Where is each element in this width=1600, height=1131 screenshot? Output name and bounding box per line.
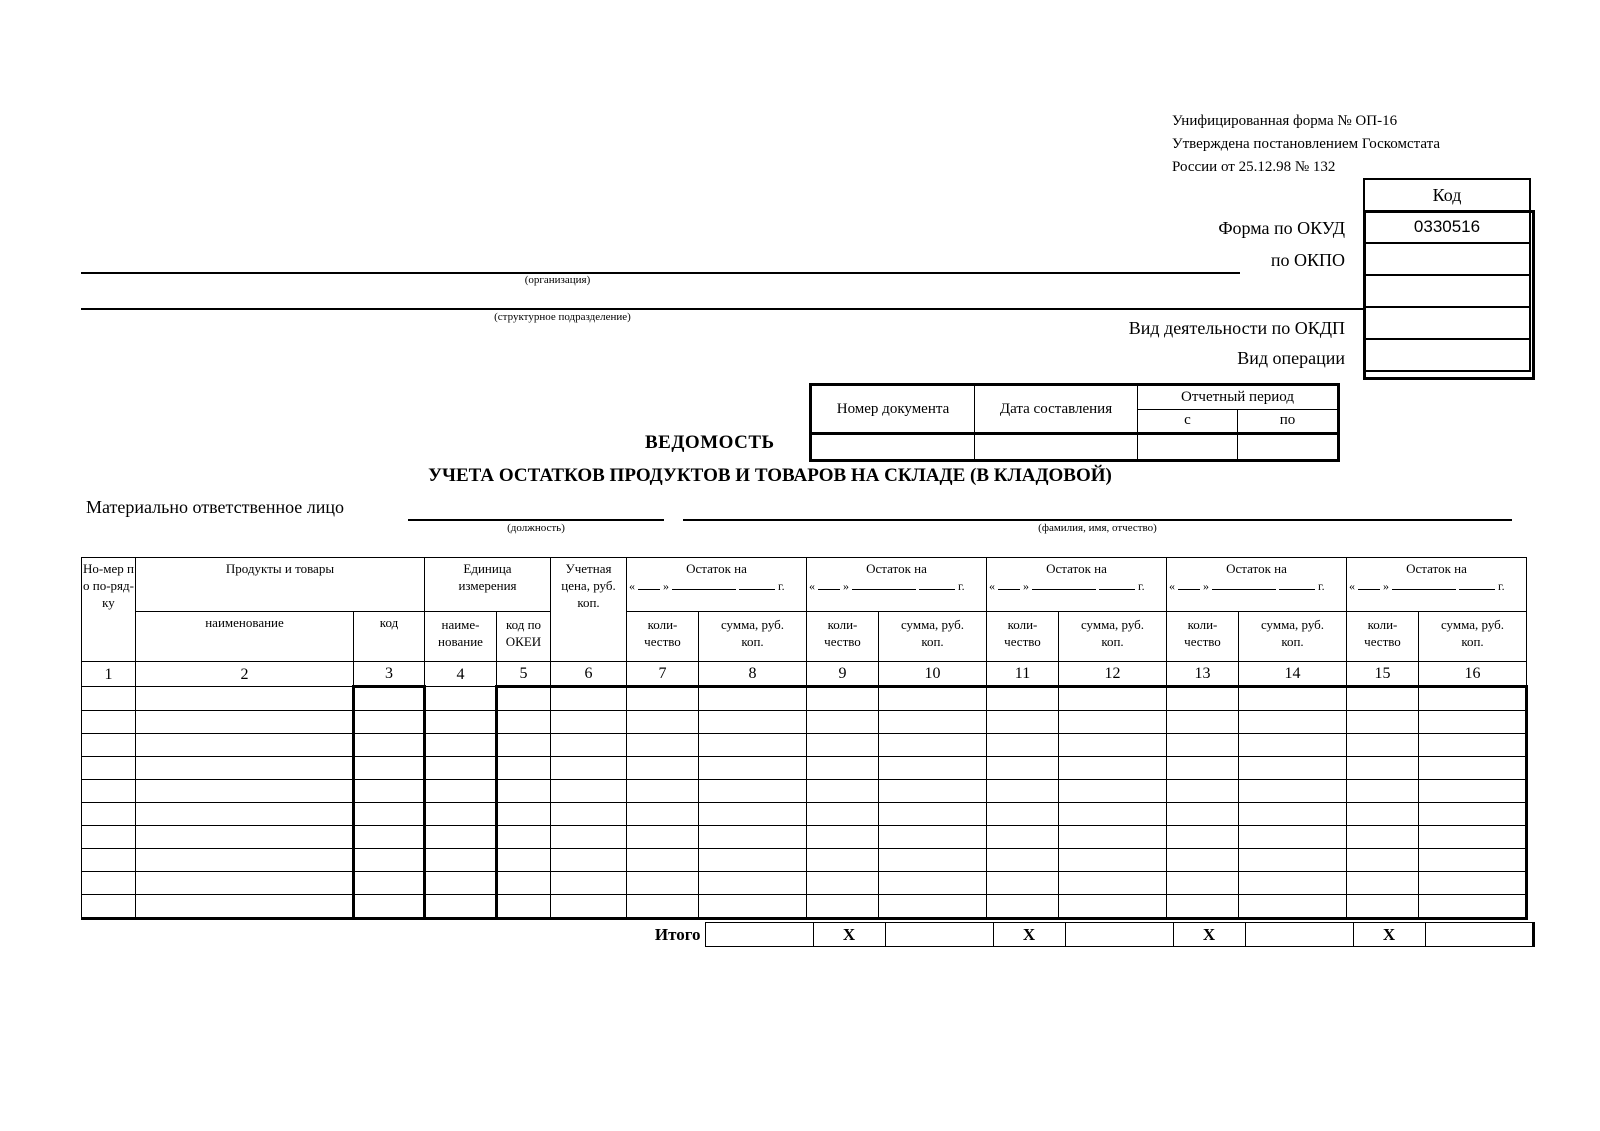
table-cell[interactable] [1059, 895, 1167, 919]
table-cell[interactable] [425, 711, 497, 734]
table-cell[interactable] [1167, 803, 1239, 826]
table-cell[interactable] [699, 849, 807, 872]
table-cell[interactable] [354, 780, 425, 803]
balance-header [1167, 558, 1347, 612]
sum-label: сумма, руб. коп. [1440, 617, 1505, 649]
table-cell[interactable] [354, 849, 425, 872]
year-label: г. [958, 579, 965, 593]
sum-label: сумма, руб. коп. [720, 617, 785, 649]
table-cell[interactable] [354, 803, 425, 826]
table-cell[interactable] [354, 711, 425, 734]
qty-header [1167, 612, 1239, 662]
table-row [82, 711, 1527, 734]
table-cell[interactable] [627, 895, 699, 919]
okpo-code-field[interactable] [1364, 243, 1530, 275]
quote-close: » [1383, 579, 1389, 593]
table-cell[interactable] [1419, 826, 1527, 849]
table-cell[interactable] [987, 826, 1059, 849]
table-cell[interactable] [1419, 872, 1527, 895]
qty-label: коли-чество [644, 617, 681, 649]
table-cell[interactable] [807, 757, 879, 780]
table-cell[interactable] [1419, 849, 1527, 872]
form-header-line: Унифицированная форма № ОП-16 [1172, 113, 1398, 129]
period-from-field[interactable] [1138, 434, 1238, 461]
balance-date[interactable] [987, 577, 1166, 595]
qty-label: коли-чество [1364, 617, 1401, 649]
table-cell[interactable] [987, 849, 1059, 872]
codes-table [1363, 178, 1531, 372]
table-cell[interactable] [699, 872, 807, 895]
qty-label: коли-чество [1004, 617, 1041, 649]
table-cell[interactable] [987, 757, 1059, 780]
balance-label: Остаток на [1226, 561, 1287, 576]
table-cell[interactable] [425, 826, 497, 849]
table-cell[interactable] [1167, 757, 1239, 780]
table-cell[interactable] [987, 687, 1059, 711]
table-cell[interactable] [425, 849, 497, 872]
table-cell[interactable] [699, 687, 807, 711]
table-cell[interactable] [807, 687, 879, 711]
unit-name-header: наиме-нование [425, 612, 497, 662]
period-from-header: с [1138, 409, 1238, 434]
table-cell[interactable] [807, 895, 879, 919]
table-row [82, 687, 1527, 711]
table-cell[interactable] [497, 780, 551, 803]
table-cell[interactable] [1059, 780, 1167, 803]
quote-open: « [1349, 579, 1355, 593]
table-cell[interactable] [1167, 734, 1239, 757]
table-cell[interactable] [1419, 734, 1527, 757]
table-cell[interactable] [1347, 711, 1419, 734]
table-cell[interactable] [627, 803, 699, 826]
table-cell[interactable] [497, 803, 551, 826]
operation-code-field[interactable] [1364, 339, 1530, 371]
table-cell[interactable] [551, 687, 627, 711]
total-x-cell: X [1173, 923, 1245, 947]
table-cell[interactable] [1347, 872, 1419, 895]
table-cell[interactable] [699, 780, 807, 803]
table-cell[interactable] [879, 734, 987, 757]
responsible-label: Материально ответственное лицо [86, 497, 345, 517]
table-row [82, 734, 1527, 757]
column-number: 12 [1059, 662, 1167, 687]
quote-close: » [1203, 579, 1209, 593]
table-cell[interactable] [699, 895, 807, 919]
table-cell[interactable] [879, 803, 987, 826]
form-header [1172, 110, 1440, 179]
code-header: код [354, 612, 425, 662]
table-cell[interactable] [627, 849, 699, 872]
year-label: г. [1318, 579, 1325, 593]
table-row [82, 757, 1527, 780]
table-cell[interactable] [987, 734, 1059, 757]
quote-close: » [663, 579, 669, 593]
okpo-label: по ОКПО [1270, 250, 1345, 270]
table-cell[interactable] [551, 826, 627, 849]
total-sum-cell[interactable] [1065, 923, 1173, 947]
table-cell[interactable] [136, 803, 354, 826]
balance-date[interactable] [1167, 577, 1346, 595]
period-to-header: по [1238, 409, 1339, 434]
table-cell[interactable] [699, 734, 807, 757]
table-cell[interactable] [82, 826, 136, 849]
table-cell[interactable] [807, 872, 879, 895]
sum-label: сумма, руб. коп. [1080, 617, 1145, 649]
period-header: Отчетный период [1138, 385, 1339, 410]
table-cell[interactable] [879, 780, 987, 803]
column-numbers-row [82, 662, 1527, 687]
table-cell[interactable] [497, 826, 551, 849]
table-cell[interactable] [1239, 803, 1347, 826]
table-cell[interactable] [1059, 872, 1167, 895]
table-cell[interactable] [987, 895, 1059, 919]
column-number: 4 [425, 662, 497, 687]
total-label: Итого [654, 924, 701, 944]
balance-header [807, 558, 987, 612]
doc-date-field[interactable] [975, 434, 1138, 461]
table-cell[interactable] [82, 872, 136, 895]
table-cell[interactable] [497, 895, 551, 919]
table-cell[interactable] [627, 687, 699, 711]
table-cell[interactable] [136, 734, 354, 757]
sum-header [1059, 612, 1167, 662]
table-cell[interactable] [551, 734, 627, 757]
table-cell[interactable] [497, 757, 551, 780]
table-cell[interactable] [497, 872, 551, 895]
year-label: г. [1498, 579, 1505, 593]
table-cell[interactable] [82, 734, 136, 757]
quote-open: « [1169, 579, 1175, 593]
table-cell[interactable] [1239, 780, 1347, 803]
table-cell[interactable] [82, 757, 136, 780]
position-caption: (должность) [507, 522, 565, 534]
okdp-label: Вид деятельности по ОКДП [1128, 318, 1345, 338]
table-row [82, 872, 1527, 895]
year-label: г. [778, 579, 785, 593]
table-cell[interactable] [807, 826, 879, 849]
table-cell[interactable] [987, 780, 1059, 803]
table-cell[interactable] [807, 780, 879, 803]
extra-code-field[interactable] [1364, 275, 1530, 307]
total-table [81, 922, 1535, 947]
table-cell[interactable] [1059, 687, 1167, 711]
table-cell[interactable] [1347, 849, 1419, 872]
table-cell[interactable] [987, 872, 1059, 895]
table-cell[interactable] [1059, 826, 1167, 849]
total-x-cell: X [1353, 923, 1425, 947]
table-cell[interactable] [354, 826, 425, 849]
table-cell[interactable] [1059, 711, 1167, 734]
table-cell[interactable] [82, 849, 136, 872]
column-number: 5 [497, 662, 551, 687]
table-row [82, 895, 1527, 919]
sum-header [1239, 612, 1347, 662]
table-cell[interactable] [1419, 711, 1527, 734]
balance-date[interactable] [627, 577, 806, 595]
column-number: 11 [987, 662, 1059, 687]
table-cell[interactable] [1239, 895, 1347, 919]
table-cell[interactable] [1347, 687, 1419, 711]
table-cell[interactable] [987, 711, 1059, 734]
table-cell[interactable] [425, 872, 497, 895]
sum-label: сумма, руб. коп. [900, 617, 965, 649]
doc-number-header: Номер документа [811, 385, 975, 434]
table-cell[interactable] [497, 711, 551, 734]
table-cell[interactable] [1239, 826, 1347, 849]
table-cell[interactable] [1239, 687, 1347, 711]
sum-header [1419, 612, 1527, 662]
products-header: Продукты и товары [136, 558, 425, 612]
table-cell[interactable] [551, 849, 627, 872]
name-header: наименование [136, 612, 354, 662]
column-number: 10 [879, 662, 987, 687]
column-number: 1 [82, 662, 136, 687]
qty-header [1347, 612, 1419, 662]
table-cell[interactable] [699, 757, 807, 780]
table-cell[interactable] [354, 757, 425, 780]
column-number: 15 [1347, 662, 1419, 687]
table-cell[interactable] [82, 687, 136, 711]
table-cell[interactable] [82, 803, 136, 826]
table-cell[interactable] [425, 757, 497, 780]
table-cell[interactable] [136, 826, 354, 849]
period-to-field[interactable] [1238, 434, 1339, 461]
code-header: Код [1364, 179, 1530, 211]
table-cell[interactable] [879, 895, 987, 919]
table-cell[interactable] [425, 734, 497, 757]
table-cell[interactable] [807, 849, 879, 872]
table-cell[interactable] [627, 826, 699, 849]
form-header-line: Утверждена постановлением Госкомстата [1172, 136, 1441, 152]
table-cell[interactable] [1239, 734, 1347, 757]
table-cell[interactable] [497, 687, 551, 711]
okud-code: 0330516 [1364, 211, 1530, 243]
column-number: 16 [1419, 662, 1527, 687]
column-number: 3 [354, 662, 425, 687]
balance-header [1347, 558, 1527, 612]
table-cell[interactable] [136, 895, 354, 919]
table-cell[interactable] [1419, 757, 1527, 780]
form-header-line: России от 25.12.98 № 132 [1172, 159, 1336, 175]
balance-header [627, 558, 807, 612]
table-cell[interactable] [551, 895, 627, 919]
quote-close: » [1023, 579, 1029, 593]
qty-header [627, 612, 699, 662]
total-x-cell: X [993, 923, 1065, 947]
table-cell[interactable] [699, 711, 807, 734]
table-cell[interactable] [879, 687, 987, 711]
table-cell[interactable] [425, 687, 497, 711]
table-row [82, 826, 1527, 849]
qty-label: коли-чество [824, 617, 861, 649]
fio-caption: (фамилия, имя, отчество) [1038, 522, 1157, 534]
table-cell[interactable] [1167, 711, 1239, 734]
table-cell[interactable] [354, 872, 425, 895]
table-cell[interactable] [879, 849, 987, 872]
table-cell[interactable] [1419, 803, 1527, 826]
table-cell[interactable] [354, 734, 425, 757]
table-cell[interactable] [497, 734, 551, 757]
table-cell[interactable] [627, 872, 699, 895]
column-number: 7 [627, 662, 699, 687]
table-cell[interactable] [425, 803, 497, 826]
column-number: 8 [699, 662, 807, 687]
column-number: 6 [551, 662, 627, 687]
table-cell[interactable] [354, 895, 425, 919]
table-cell[interactable] [551, 757, 627, 780]
doc-date-header: Дата составления [975, 385, 1138, 434]
table-cell[interactable] [136, 687, 354, 711]
table-cell[interactable] [1239, 849, 1347, 872]
okud-label: Форма по ОКУД [1218, 218, 1345, 238]
organization-caption: (организация) [524, 274, 591, 286]
table-cell[interactable] [1059, 757, 1167, 780]
sum-label: сумма, руб. коп. [1260, 617, 1325, 649]
table-row [82, 780, 1527, 803]
table-cell[interactable] [807, 803, 879, 826]
quote-open: « [989, 579, 995, 593]
table-cell[interactable] [425, 780, 497, 803]
balance-header [987, 558, 1167, 612]
table-cell[interactable] [627, 711, 699, 734]
position-line[interactable] [408, 519, 664, 521]
price-header: Учетная цена, руб. коп. [551, 558, 627, 662]
table-cell[interactable] [879, 757, 987, 780]
table-cell[interactable] [82, 780, 136, 803]
table-cell[interactable] [879, 872, 987, 895]
sum-header [699, 612, 807, 662]
table-cell[interactable] [551, 803, 627, 826]
table-cell[interactable] [1167, 687, 1239, 711]
table-cell[interactable] [354, 687, 425, 711]
table-cell[interactable] [1167, 780, 1239, 803]
table-cell[interactable] [82, 711, 136, 734]
total-sum-cell[interactable] [1245, 923, 1353, 947]
table-cell[interactable] [551, 780, 627, 803]
total-sum-cell[interactable] [705, 923, 813, 947]
column-number: 9 [807, 662, 879, 687]
table-cell[interactable] [627, 734, 699, 757]
table-cell[interactable] [1059, 849, 1167, 872]
column-number: 14 [1239, 662, 1347, 687]
table-cell[interactable] [699, 826, 807, 849]
balance-date[interactable] [807, 577, 986, 595]
balances-table [81, 557, 1528, 920]
department-caption: (структурное подразделение) [494, 311, 631, 323]
table-cell[interactable] [1239, 757, 1347, 780]
table-cell[interactable] [627, 780, 699, 803]
table-cell[interactable] [807, 711, 879, 734]
document-info-table [809, 383, 1340, 462]
table-row [82, 849, 1527, 872]
col-number-header: Но-мер по по-ряд-ку [82, 558, 136, 662]
table-cell[interactable] [1347, 826, 1419, 849]
table-cell[interactable] [1167, 895, 1239, 919]
okdp-code-field[interactable] [1364, 307, 1530, 339]
qty-label: коли-чество [1184, 617, 1221, 649]
unit-header: Единица измерения [425, 558, 551, 612]
table-cell[interactable] [1059, 803, 1167, 826]
table-cell[interactable] [425, 895, 497, 919]
table-cell[interactable] [627, 757, 699, 780]
balance-date[interactable] [1347, 577, 1526, 595]
table-row [82, 803, 1527, 826]
table-cell[interactable] [136, 872, 354, 895]
table-cell[interactable] [1167, 872, 1239, 895]
table-cell[interactable] [551, 872, 627, 895]
table-cell[interactable] [1347, 780, 1419, 803]
table-cell[interactable] [987, 803, 1059, 826]
doc-title: ВЕДОМОСТЬ [645, 432, 775, 453]
table-cell[interactable] [1347, 803, 1419, 826]
total-sum-cell[interactable] [1425, 923, 1533, 947]
column-number: 13 [1167, 662, 1239, 687]
qty-header [807, 612, 879, 662]
table-cell[interactable] [807, 734, 879, 757]
sum-header [879, 612, 987, 662]
table-cell[interactable] [497, 849, 551, 872]
table-cell[interactable] [1419, 895, 1527, 919]
table-cell[interactable] [1419, 687, 1527, 711]
table-cell[interactable] [136, 757, 354, 780]
table-cell[interactable] [1239, 711, 1347, 734]
balance-label: Остаток на [1046, 561, 1107, 576]
table-cell[interactable] [82, 895, 136, 919]
table-cell[interactable] [1167, 826, 1239, 849]
table-cell[interactable] [699, 803, 807, 826]
table-cell[interactable] [879, 711, 987, 734]
quote-open: « [809, 579, 815, 593]
table-cell[interactable] [136, 711, 354, 734]
table-cell[interactable] [136, 849, 354, 872]
year-label: г. [1138, 579, 1145, 593]
doc-subtitle: УЧЕТА ОСТАТКОВ ПРОДУКТОВ И ТОВАРОВ НА СКЛАДЕ (В КЛАДОВОЙ) [428, 465, 1112, 486]
quote-open: « [629, 579, 635, 593]
doc-number-field[interactable] [811, 434, 975, 461]
quote-close: » [843, 579, 849, 593]
table-cell[interactable] [1347, 757, 1419, 780]
total-sum-cell[interactable] [885, 923, 993, 947]
table-cell[interactable] [136, 780, 354, 803]
operation-label: Вид операции [1237, 348, 1345, 368]
total-x-cell: X [813, 923, 885, 947]
balance-label: Остаток на [686, 561, 747, 576]
table-cell[interactable] [551, 711, 627, 734]
table-cell[interactable] [1419, 780, 1527, 803]
column-number: 2 [136, 662, 354, 687]
unit-okei-header: код по ОКЕИ [497, 612, 551, 662]
department-line[interactable] [81, 308, 1363, 310]
balance-label: Остаток на [1406, 561, 1467, 576]
qty-header [987, 612, 1059, 662]
balance-label: Остаток на [866, 561, 927, 576]
table-cell[interactable] [1347, 895, 1419, 919]
table-cell[interactable] [1059, 734, 1167, 757]
table-cell[interactable] [1347, 734, 1419, 757]
table-cell[interactable] [1239, 872, 1347, 895]
table-cell[interactable] [879, 826, 987, 849]
table-cell[interactable] [1167, 849, 1239, 872]
fio-line[interactable] [683, 519, 1512, 521]
